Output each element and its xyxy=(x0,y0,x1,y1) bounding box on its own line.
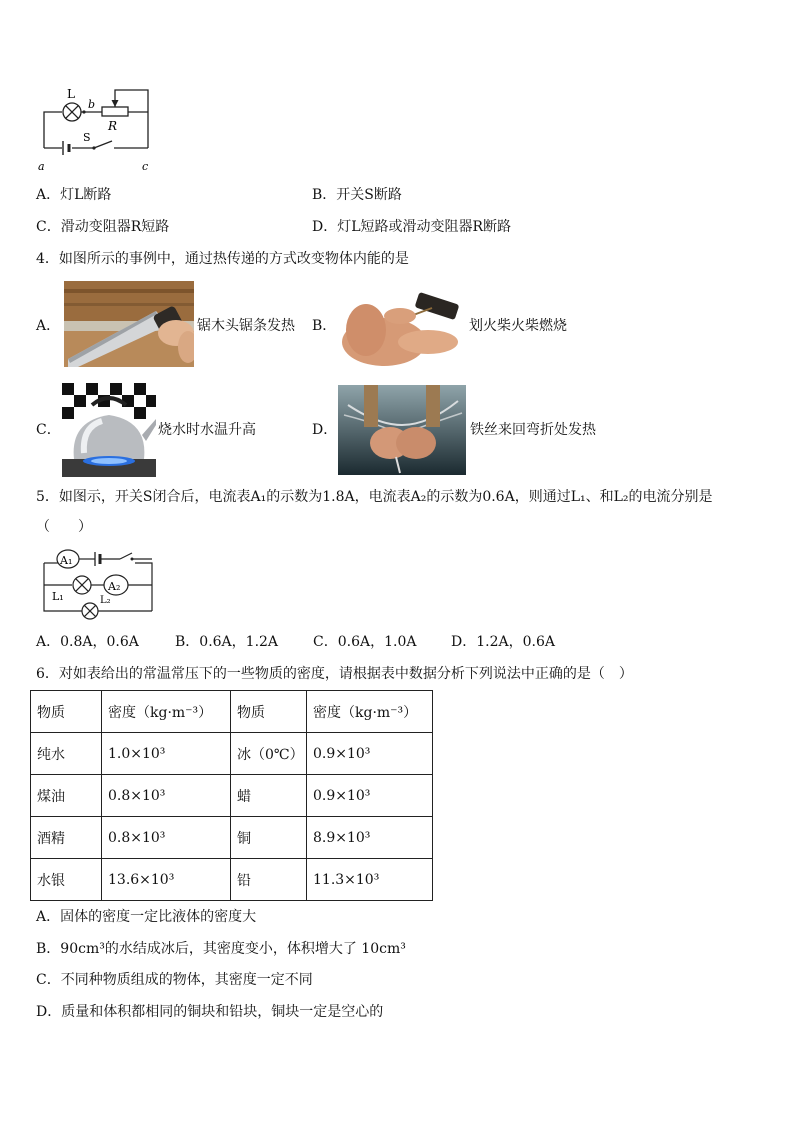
q4-caption-d: 铁丝来回弯折处发热 xyxy=(470,422,596,438)
q5-label-l1: L₁ xyxy=(52,590,64,603)
q3-label-L: L xyxy=(67,87,75,101)
q5-option-d[interactable]: D．1.2A，0.6A xyxy=(451,634,555,650)
q4-caption-b: 划火柴火柴燃烧 xyxy=(469,318,567,334)
table-row xyxy=(31,817,433,859)
q6-option-a[interactable]: A．固体的密度一定比液体的密度大 xyxy=(36,909,257,925)
table-cell: 铅 xyxy=(231,859,307,901)
q5-circuit-diagram xyxy=(40,545,156,623)
table-cell: 铜 xyxy=(231,817,307,859)
table-header-row xyxy=(31,691,433,733)
table-cell: 冰（0℃） xyxy=(231,733,307,775)
q5-stem-line1: 5．如图示，开关S闭合后，电流表A₁的示数为1.8A，电流表A₂的示数为0.6A，则通过L₁、和L₂的电流分别是 xyxy=(36,489,713,505)
q5-option-a[interactable]: A．0.8A，0.6A xyxy=(36,634,139,650)
q5-label-l2: L₂ xyxy=(100,595,111,606)
q3-label-b: b xyxy=(88,98,96,111)
table-cell: 0.8×10³ xyxy=(102,775,231,817)
q4-image-kettle-on-stove xyxy=(62,383,156,477)
table-row xyxy=(31,775,433,817)
q5-stem-line2: （ ） xyxy=(36,519,92,535)
q3-label-S: S xyxy=(83,131,91,144)
q3-option-c[interactable]: C．滑动变阻器R短路 xyxy=(36,219,170,235)
table-cell: 酒精 xyxy=(31,817,102,859)
q3-option-a[interactable]: A．灯L断路 xyxy=(36,187,112,203)
q6-option-b[interactable]: B．90cm³的水结成冰后，其密度变小，体积增大了 10cm³ xyxy=(36,941,406,957)
table-cell: 煤油 xyxy=(31,775,102,817)
q3-option-b[interactable]: B．开关S断路 xyxy=(312,187,402,203)
q4-stem: 4．如图所示的事例中，通过热传递的方式改变物体内能的是 xyxy=(36,251,409,267)
q4-option-c-letter[interactable]: C． xyxy=(36,422,61,438)
table-cell: 蜡 xyxy=(231,775,307,817)
q4-image-bending-wire xyxy=(338,385,466,475)
q3-label-c: c xyxy=(142,160,149,173)
q4-caption-a: 锯木头锯条发热 xyxy=(197,318,295,334)
q3-option-d[interactable]: D．灯L短路或滑动变阻器R断路 xyxy=(312,219,512,235)
q5-option-b[interactable]: B．0.6A，1.2A xyxy=(175,634,279,650)
q4-option-d-letter[interactable]: D． xyxy=(312,422,338,438)
table-cell: 0.8×10³ xyxy=(102,817,231,859)
table-cell: 0.9×10³ xyxy=(307,775,433,817)
q4-caption-c: 烧水时水温升高 xyxy=(158,422,256,438)
q3-label-R: R xyxy=(108,119,118,133)
table-cell: 1.0×10³ xyxy=(102,733,231,775)
table-row xyxy=(31,733,433,775)
q5-label-a1: A₁ xyxy=(60,554,73,567)
q6-stem: 6．对如表给出的常温常压下的一些物质的密度，请根据表中数据分析下列说法中正确的是（ ） xyxy=(36,666,633,682)
q5-label-a2: A₂ xyxy=(108,580,121,593)
table-cell: 纯水 xyxy=(31,733,102,775)
q3-label-a: a xyxy=(38,160,45,173)
table-header-cell: 物质 xyxy=(231,691,307,733)
table-header-cell: 物质 xyxy=(31,691,102,733)
table-header-cell: 密度（kg·m⁻³） xyxy=(307,691,433,733)
q6-option-c[interactable]: C．不同种物质组成的物体，其密度一定不同 xyxy=(36,972,313,988)
q6-option-d[interactable]: D．质量和体积都相同的铜块和铅块，铜块一定是空心的 xyxy=(36,1004,384,1020)
table-header-cell: 密度（kg·m⁻³） xyxy=(102,691,231,733)
q4-image-striking-match xyxy=(340,290,464,366)
q4-option-a-letter[interactable]: A． xyxy=(36,318,61,334)
table-cell: 11.3×10³ xyxy=(307,859,433,901)
density-table xyxy=(30,690,433,901)
table-cell: 0.9×10³ xyxy=(307,733,433,775)
q5-option-c[interactable]: C．0.6A，1.0A xyxy=(313,634,417,650)
table-row xyxy=(31,859,433,901)
q4-image-sawing-wood xyxy=(64,281,194,367)
table-cell: 水银 xyxy=(31,859,102,901)
table-cell: 13.6×10³ xyxy=(102,859,231,901)
q3-circuit-diagram xyxy=(36,86,160,174)
table-cell: 8.9×10³ xyxy=(307,817,433,859)
q4-option-b-letter[interactable]: B． xyxy=(312,318,337,334)
